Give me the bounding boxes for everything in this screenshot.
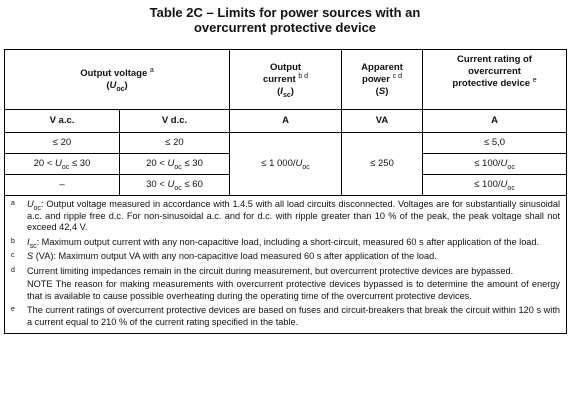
uoc-subscript: oc	[302, 163, 310, 171]
footnote-mark: a	[11, 200, 15, 207]
footnotes-row	[5, 196, 567, 334]
uoc-symbol: U	[167, 179, 175, 190]
uoc-subscript: oc	[33, 204, 42, 212]
cell-apparent-power: ≤ 250	[342, 133, 423, 196]
isc-subscript: sc	[282, 91, 291, 99]
isc-symbol: I	[27, 236, 30, 247]
unit-power: VA	[342, 110, 423, 133]
uoc-symbol: U	[500, 158, 508, 169]
cell-vdc: ≤ 20	[120, 133, 230, 154]
uoc-subscript: oc	[61, 163, 70, 171]
output-current-label-2: current	[262, 73, 296, 85]
header-apparent-power: Apparent power $^{c d}$ (S)	[342, 50, 423, 110]
rating-prefix: ≤ 100/	[474, 179, 501, 190]
table-title-line-1: Table 2C – Limits for power sources with an	[149, 5, 421, 20]
vdc-prefix: 20 <	[146, 158, 165, 169]
s-symbol: S	[27, 251, 34, 261]
unit-vdc: V d.c.	[120, 110, 230, 133]
cell-vac: –	[5, 175, 120, 196]
header-output-current: Output current $^{b d}$ $(I_{sc})$	[230, 50, 342, 110]
uoc-symbol: U	[27, 199, 34, 209]
cell-vac	[5, 154, 120, 175]
cell-output-current	[230, 133, 342, 196]
s-symbol: S	[378, 85, 386, 97]
cell-rating	[423, 154, 567, 175]
footnote-mark: b	[11, 237, 15, 245]
footnotes	[5, 196, 567, 334]
rating-prefix: ≤ 100/	[474, 158, 501, 169]
apparent-power-label-1: Apparent	[361, 61, 403, 73]
header-current-rating	[423, 50, 567, 110]
uoc-symbol: U	[295, 158, 303, 169]
vdc-suffix: ≤ 30	[184, 158, 203, 169]
footnote-mark-e: e	[532, 76, 537, 84]
footnote-mark: e	[11, 306, 15, 313]
footnote-text: : Output voltage measured in accordance with 1.4.5 with all load circuits disconnected. Voltages are for substantially sinusoidal a.c. and ripple free d.c. For non-sinusoidal a.c. and for d.c. with ripple greater than 10 % of the peak, the peak voltage shall not exceed 42,4 V.	[27, 199, 561, 232]
units-row	[5, 110, 567, 133]
uoc-symbol: U	[167, 158, 175, 169]
table-row	[5, 133, 567, 154]
vdc-suffix: ≤ 60	[184, 179, 203, 190]
uoc-subscript: oc	[174, 184, 182, 192]
current-limit-prefix: ≤ 1 000/	[261, 158, 296, 169]
uoc-symbol: U	[109, 79, 117, 91]
uoc-subscript: oc	[174, 163, 182, 171]
current-rating-label-1: Current rating of	[457, 54, 532, 65]
uoc-symbol: U	[55, 158, 62, 169]
cell-vdc	[120, 175, 230, 196]
current-rating-label-3: protective device	[452, 78, 531, 89]
footnote-text: Current limiting impedances remain in the circuit during measurement, but overcurrent protective devices are bypassed.	[27, 265, 514, 276]
table-title-line-2: overcurrent protective device	[193, 20, 377, 35]
vdc-prefix: 30 <	[146, 179, 165, 190]
footnote-a	[11, 199, 560, 234]
table-title	[0, 5, 570, 35]
cell-vac: ≤ 20	[5, 133, 120, 154]
unit-vac: V a.c.	[5, 110, 120, 133]
footnote-mark-cd: c d	[392, 72, 402, 80]
uoc-subscript: oc	[116, 85, 125, 93]
footnote-e	[11, 305, 560, 328]
header-output-voltage: Output voltage $^a$ $(U_{oc})$	[5, 50, 230, 110]
header-row	[5, 50, 567, 110]
apparent-power-label-2: power	[362, 73, 391, 85]
uoc-subscript: oc	[507, 184, 515, 192]
vac-prefix: 20 <	[33, 158, 53, 169]
current-rating-label-2: overcurrent	[468, 66, 521, 77]
footnote-note: NOTE The reason for making measurements with overcurrent protective devices bypassed is to determine the amount of energy that is available to cause possible overheating during the operating time of the overcurrent protective devices.	[27, 279, 561, 301]
cell-vdc	[120, 154, 230, 175]
footnote-c	[11, 251, 560, 263]
cell-rating	[423, 175, 567, 196]
vac-suffix: ≤ 30	[71, 158, 91, 169]
output-current-label-1: Output	[269, 61, 302, 73]
footnote-text: : Maximum output current with any non-capacitive load, including a short-circuit, measured 60 s after application of the load.	[36, 236, 540, 247]
uoc-subscript: oc	[507, 163, 515, 171]
limits-table	[4, 49, 567, 334]
cell-rating: ≤ 5,0	[423, 133, 567, 154]
unit-rating: A	[423, 110, 567, 133]
uoc-symbol: U	[500, 179, 508, 190]
footnote-d	[11, 266, 560, 303]
isc-symbol: I	[280, 85, 283, 97]
unit-current: A	[230, 110, 342, 133]
footnote-b	[11, 237, 560, 249]
footnote-mark-a: a	[149, 66, 154, 74]
output-voltage-label: Output voltage	[80, 67, 148, 79]
footnote-mark-bd: b d	[298, 72, 309, 80]
footnote-text: (VA): Maximum output VA with any non-capacitive load measured 60 s after application of the load.	[33, 251, 437, 261]
footnote-mark: c	[11, 252, 15, 259]
footnote-mark: d	[11, 266, 15, 274]
isc-subscript: sc	[29, 242, 37, 250]
footnote-text: The current ratings of overcurrent protective devices are based on fuses and circuit-breakers that break the circuit within 120 s with a current equal to 210 % of the current rating specified in the table.	[27, 305, 561, 327]
